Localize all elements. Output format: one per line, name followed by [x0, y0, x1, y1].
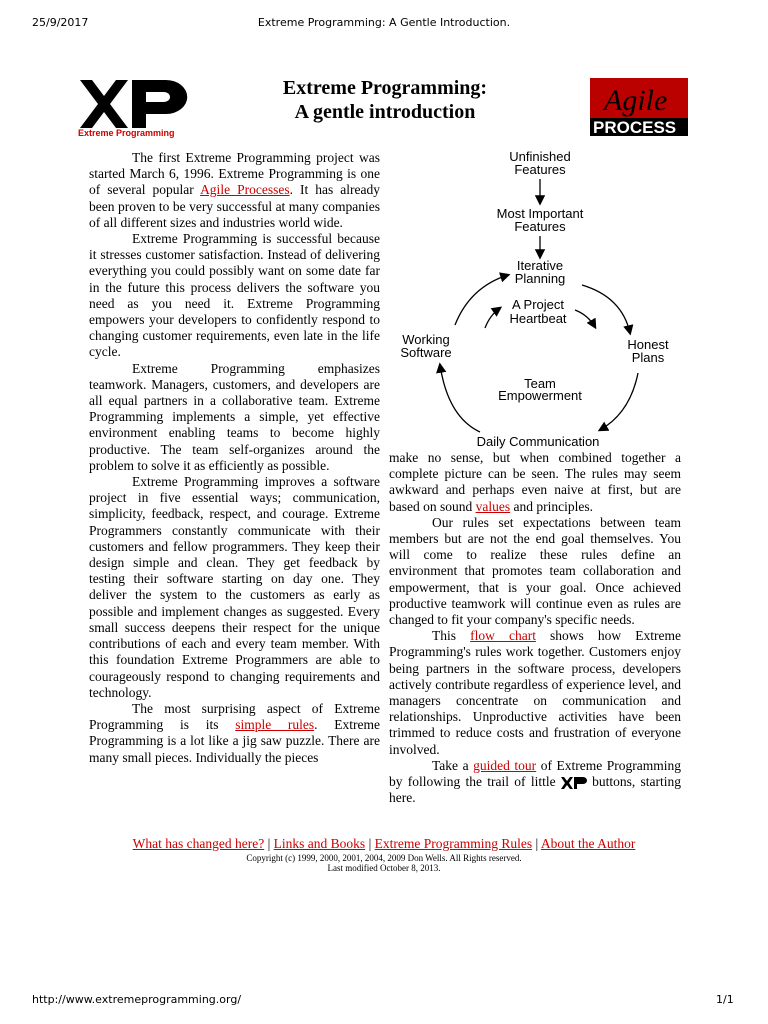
label-honest-1: Honest — [627, 337, 669, 352]
values-link[interactable]: values — [475, 498, 511, 514]
copyright-line: Copyright (c) 1999, 2000, 2001, 2004, 2009 Don Wells. All Rights reserved. — [246, 853, 522, 863]
label-iterative-2: Planning — [514, 271, 566, 286]
xp-rules-link[interactable]: Extreme Programming Rules — [374, 836, 533, 851]
label-team-2: Empowerment — [498, 388, 582, 403]
xp-logo[interactable] — [78, 78, 188, 138]
label-heartbeat-2: Heartbeat — [509, 311, 567, 326]
label-most-important-1: Most Important — [496, 206, 584, 221]
footer-nav — [60, 836, 708, 852]
xp-process-diagram — [390, 145, 688, 450]
nav-separator: | — [535, 836, 539, 851]
label-most-important-2: Features — [514, 219, 566, 234]
paragraph-7: Our rules set expectations between team members but are not the end goal themselves. You will come to realize these rules define an environment that promotes team collaboration and empowerment, that is your goal. Once achieved productive teamwork will continue even as rules are changed to fit your company's specific needs. — [389, 514, 681, 628]
flow-chart-link[interactable]: flow chart — [470, 628, 536, 644]
xp-logo-caption: Extreme Programming — [78, 128, 175, 138]
copyright — [60, 853, 708, 873]
what-changed-link[interactable]: What has changed here? — [132, 836, 265, 851]
agile-word: Agile — [604, 84, 668, 117]
simple-rules-link[interactable]: simple rules — [235, 717, 315, 733]
label-working-1: Working — [402, 332, 450, 347]
print-url: http://www.extremeprogramming.org/ — [32, 993, 242, 1006]
agile-process-logo[interactable] — [590, 78, 688, 138]
xp-button-icon[interactable] — [561, 777, 587, 789]
label-unfinished-1: Unfinished — [509, 149, 571, 164]
paragraph-3: Extreme Programming emphasizes teamwork. Managers, customers, and developers are all equal partners in a collaborative team. Extreme Programming implements a simple, yet effective environment enabling teams to become highly productive. The team self-organizes around the problem to solve it as efficiently as possible. — [89, 360, 380, 473]
right-column — [389, 450, 681, 806]
label-working-2: Software — [400, 345, 452, 360]
paragraph-6: make no sense, but when combined together a complete picture can be seen. The rules may seem awkward and perhaps even naive at first, but are based on sound values and principles. — [389, 450, 681, 514]
label-honest-2: Plans — [631, 350, 665, 365]
print-doc-title: Extreme Programming: A Gentle Introduction. — [257, 16, 511, 29]
label-iterative-1: Iterative — [516, 258, 564, 273]
paragraph-1: The first Extreme Programming project was started March 6, 1996. Extreme Programming is one of several popular Agile Processes. It has already been proven to be very successful at many companies of all different sizes and industries world wide. — [89, 150, 381, 230]
label-unfinished-2: Features — [514, 162, 566, 177]
about-author-link[interactable]: About the Author — [540, 836, 636, 851]
links-books-link[interactable]: Links and Books — [273, 836, 366, 851]
label-team-1: Team — [524, 376, 556, 391]
agile-processes-link[interactable]: Agile Processes — [200, 182, 290, 198]
nav-separator: | — [368, 836, 372, 851]
left-column — [89, 150, 380, 766]
page-title — [220, 76, 550, 124]
nav-separator: | — [267, 836, 271, 851]
last-modified: Last modified October 8, 2013. — [327, 863, 441, 873]
guided-tour-link[interactable]: guided tour — [473, 757, 537, 773]
process-word: PROCESS — [593, 118, 677, 137]
paragraph-8: This flow chart shows how Extreme Programming's rules work together. Customers enjoy being partners in the software process, developers actively contribute regardless of experience level, and managers concentrate on communication and relationships. Unproductive activities have been trimmed to reduce costs and frustration of everyone involved. — [389, 628, 681, 757]
paragraph-4: Extreme Programming improves a software project in five essential ways; communication, simplicity, feedback, respect, and courage. Extreme Programmers constantly communicate with their customers and fellow programmers. They keep their design simple and clean. They get feedback by testing their software starting on day one. They deliver the system to the customers as early as possible and implement changes as suggested. Every small success deepens their respect for the unique contributions of each and every team member. With this foundation Extreme Programmers are able to courageously respond to changing requirements and technology. — [89, 474, 380, 700]
label-daily: Daily Communication — [476, 434, 600, 449]
label-heartbeat-1: A Project — [511, 297, 565, 312]
paragraph-9: Take a guided tour of Extreme Programming by following the trail of little buttons, starting here. — [389, 757, 681, 806]
paragraph-2: Extreme Programming is successful because it stresses customer satisfaction. Instead of delivering everything you could possibly want on some date far in the future this process delivers the software you need as you need it. Extreme Programming empowers your developers to confidently respond to changing customer requirements, even late in the life cycle. — [89, 231, 380, 360]
title-line-2: A gentle introduction — [294, 101, 476, 123]
paragraph-5: The most surprising aspect of Extreme Programming is its simple rules. Extreme Programming is a lot like a jig saw puzzle. There are many small pieces. Individually the pieces — [89, 700, 380, 765]
print-page-number: 1/1 — [716, 993, 734, 1006]
print-date: 25/9/2017 — [32, 16, 89, 29]
title-line-1: Extreme Programming: — [282, 77, 488, 99]
